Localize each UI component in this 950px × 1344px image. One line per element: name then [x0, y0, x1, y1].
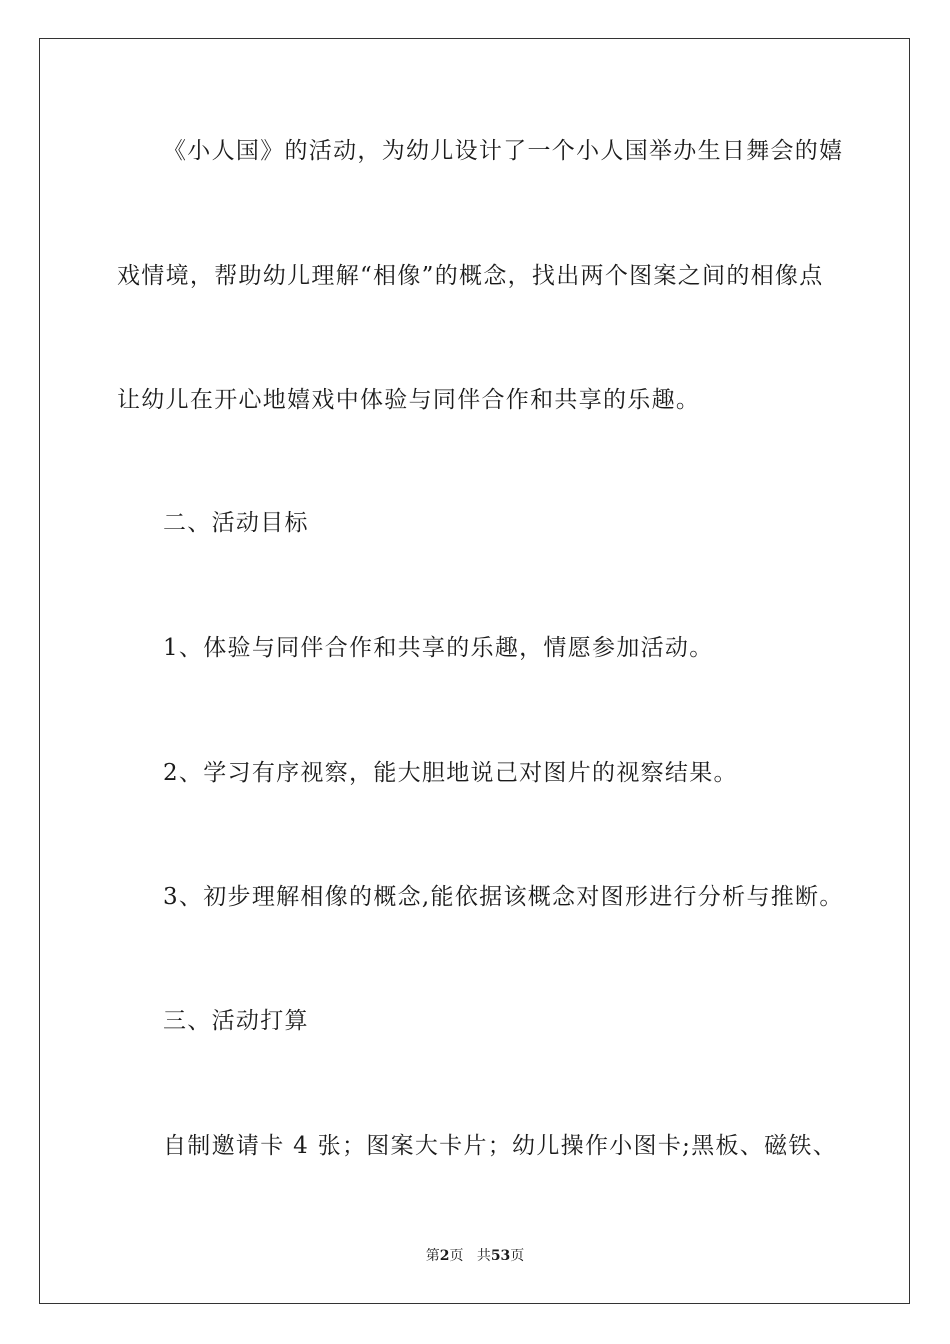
- page-frame: [39, 38, 910, 1304]
- body-line-3: 让幼儿在开心地嬉戏中体验与同伴合作和共享的乐趣。: [117, 387, 701, 413]
- body-line-1: 《小人国》的活动，为幼儿设计了一个小人国举办生日舞会的嬉: [163, 138, 844, 164]
- objective-item-1: 1、体验与同伴合作和共享的乐趣，情愿参加活动。: [163, 635, 714, 661]
- footer-total-pages: 53: [490, 1248, 511, 1264]
- objective-item-3: 3、初步理解相像的概念,能依据该概念对图形进行分析与推断。: [163, 884, 844, 910]
- preparation-materials: 自制邀请卡 4 张；图案大卡片；幼儿操作小图卡;黑板、磁铁、: [163, 1133, 838, 1159]
- objective-item-2: 2、学习有序视察，能大胆地说己对图片的视察结果。: [163, 760, 738, 786]
- footer-page-suffix: 页: [449, 1248, 464, 1264]
- body-line-2: 戏情境，帮助幼儿理解“相像”的概念，找出两个图案之间的相像点: [117, 263, 824, 289]
- footer-page-number: 2: [439, 1248, 450, 1264]
- page-footer: [0, 1247, 950, 1265]
- section-heading-preparation: 三、活动打算: [163, 1008, 309, 1034]
- section-heading-objectives: 二、活动目标: [163, 510, 309, 536]
- footer-total-prefix: 共: [476, 1248, 491, 1264]
- footer-page-prefix: 第: [425, 1248, 440, 1264]
- footer-total-suffix: 页: [510, 1248, 525, 1264]
